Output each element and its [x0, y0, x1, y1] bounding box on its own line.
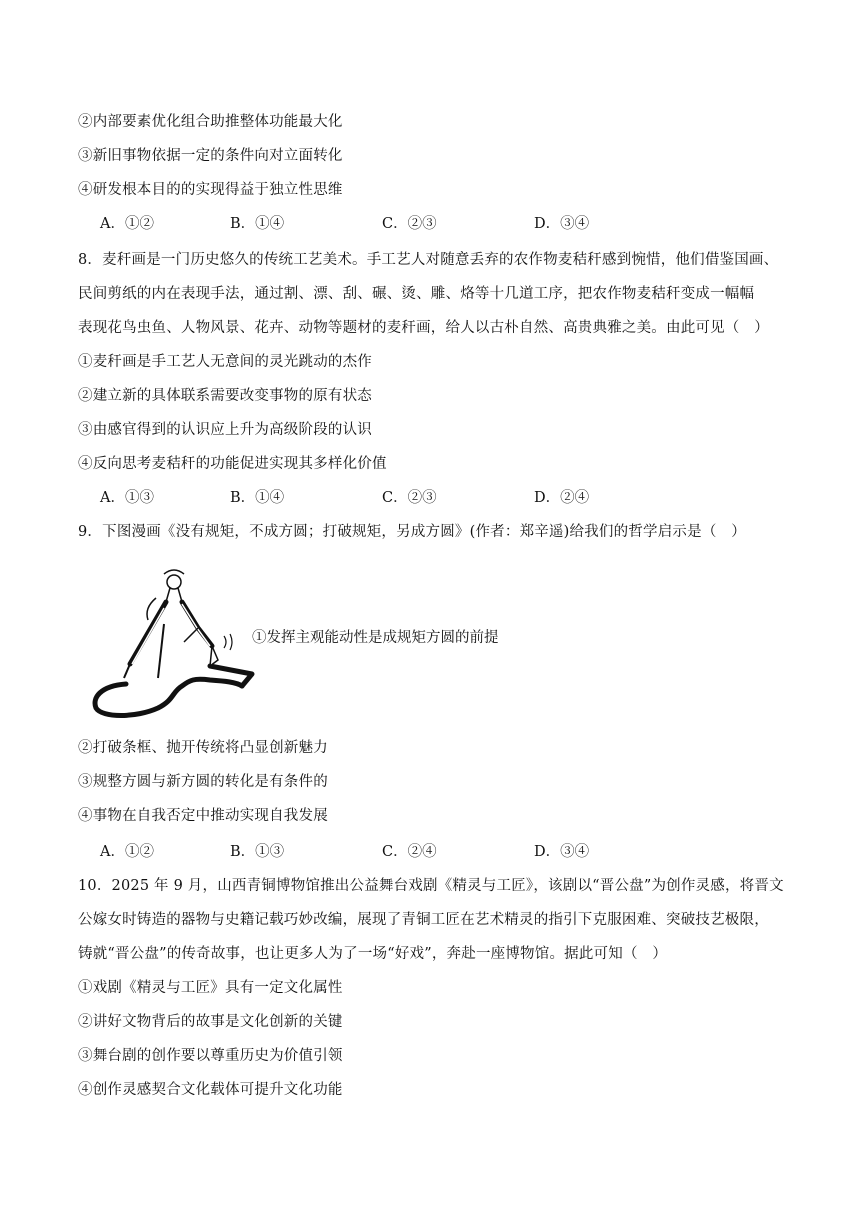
- q7-statement-4: ④研发根本目的的实现得益于独立性思维: [78, 182, 343, 198]
- q10-stem-line-1: 10．2025 年 9 月，山西青铜博物馆推出公益舞台戏剧《精灵与工匠》，该剧以“晋公盘”为创作灵感，将晋文: [78, 878, 784, 894]
- q7-statement-3: ③新旧事物依据一定的条件向对立面转化: [78, 148, 343, 164]
- q9-statement-4: ④事物在自我否定中推动实现自我发展: [78, 808, 328, 824]
- q8-stem-line-1: 8．麦秆画是一门历史悠久的传统工艺美术。手工艺人对随意丢弃的农作物麦秸秆感到惋惜，他们借鉴国画、: [78, 252, 779, 268]
- q10-stem-line-3: 铸就“晋公盘”的传奇故事，也让更多人为了一场“好戏”，奔赴一座博物馆。据此可知（ ）: [78, 946, 668, 962]
- q7-option-b: B．①④: [230, 216, 285, 232]
- q7-statement-2: ②内部要素优化组合助推整体功能最大化: [78, 114, 343, 130]
- q9-option-b: B．①③: [230, 844, 285, 860]
- q9-statement-2: ②打破条框、抛开传统将凸显创新魅力: [78, 740, 328, 756]
- q9-option-d: D．③④: [534, 844, 590, 860]
- q8-option-d: D．②④: [534, 490, 590, 506]
- q10-statement-2: ②讲好文物背后的故事是文化创新的关键: [78, 1014, 343, 1030]
- q10-statement-1: ①戏剧《精灵与工匠》具有一定文化属性: [78, 980, 343, 996]
- q9-stem: 9．下图漫画《没有规矩，不成方圆；打破规矩，另成方圆》(作者：郑辛遥)给我们的哲学启示是（ ）: [78, 524, 746, 540]
- q10-statement-4: ④创作灵感契合文化载体可提升文化功能: [78, 1082, 343, 1098]
- q7-option-a: A．①②: [100, 216, 154, 232]
- q9-statement-3: ③规整方圆与新方圆的转化是有条件的: [78, 774, 328, 790]
- q8-option-b: B．①④: [230, 490, 285, 506]
- q9-option-c: C．②④: [382, 844, 437, 860]
- q10-statement-3: ③舞台剧的创作要以尊重历史为价值引领: [78, 1048, 343, 1064]
- q8-statement-2: ②建立新的具体联系需要改变事物的原有状态: [78, 388, 372, 404]
- q8-option-c: C．②③: [382, 490, 437, 506]
- q8-option-a: A．①③: [100, 490, 154, 506]
- q10-stem-line-2: 公嫁女时铸造的器物与史籍记载巧妙改编，展现了青铜工匠在艺术精灵的指引下克服困难、突破技艺极限，: [78, 912, 769, 928]
- q8-statement-4: ④反向思考麦秸秆的功能促进实现其多样化价值: [78, 456, 387, 472]
- q8-statement-1: ①麦秆画是手工艺人无意间的灵光跳动的杰作: [78, 354, 372, 370]
- q8-stem-line-2: 民间剪纸的内在表现手法，通过割、漂、刮、碾、烫、雕、烙等十几道工序，把农作物麦秸秆变成一幅幅: [78, 286, 755, 302]
- compass-cartoon-image: [86, 568, 256, 720]
- q8-statement-3: ③由感官得到的认识应上升为高级阶段的认识: [78, 422, 372, 438]
- q9-option-a: A．①②: [100, 844, 154, 860]
- q7-option-d: D．③④: [534, 216, 590, 232]
- q8-stem-line-3: 表现花鸟虫鱼、人物风景、花卉、动物等题材的麦秆画，给人以古朴自然、高贵典雅之美。由此可见（ ）: [78, 320, 769, 336]
- q7-option-c: C．②③: [382, 216, 437, 232]
- q9-statement-1: ①发挥主观能动性是成规矩方圆的前提: [252, 630, 499, 646]
